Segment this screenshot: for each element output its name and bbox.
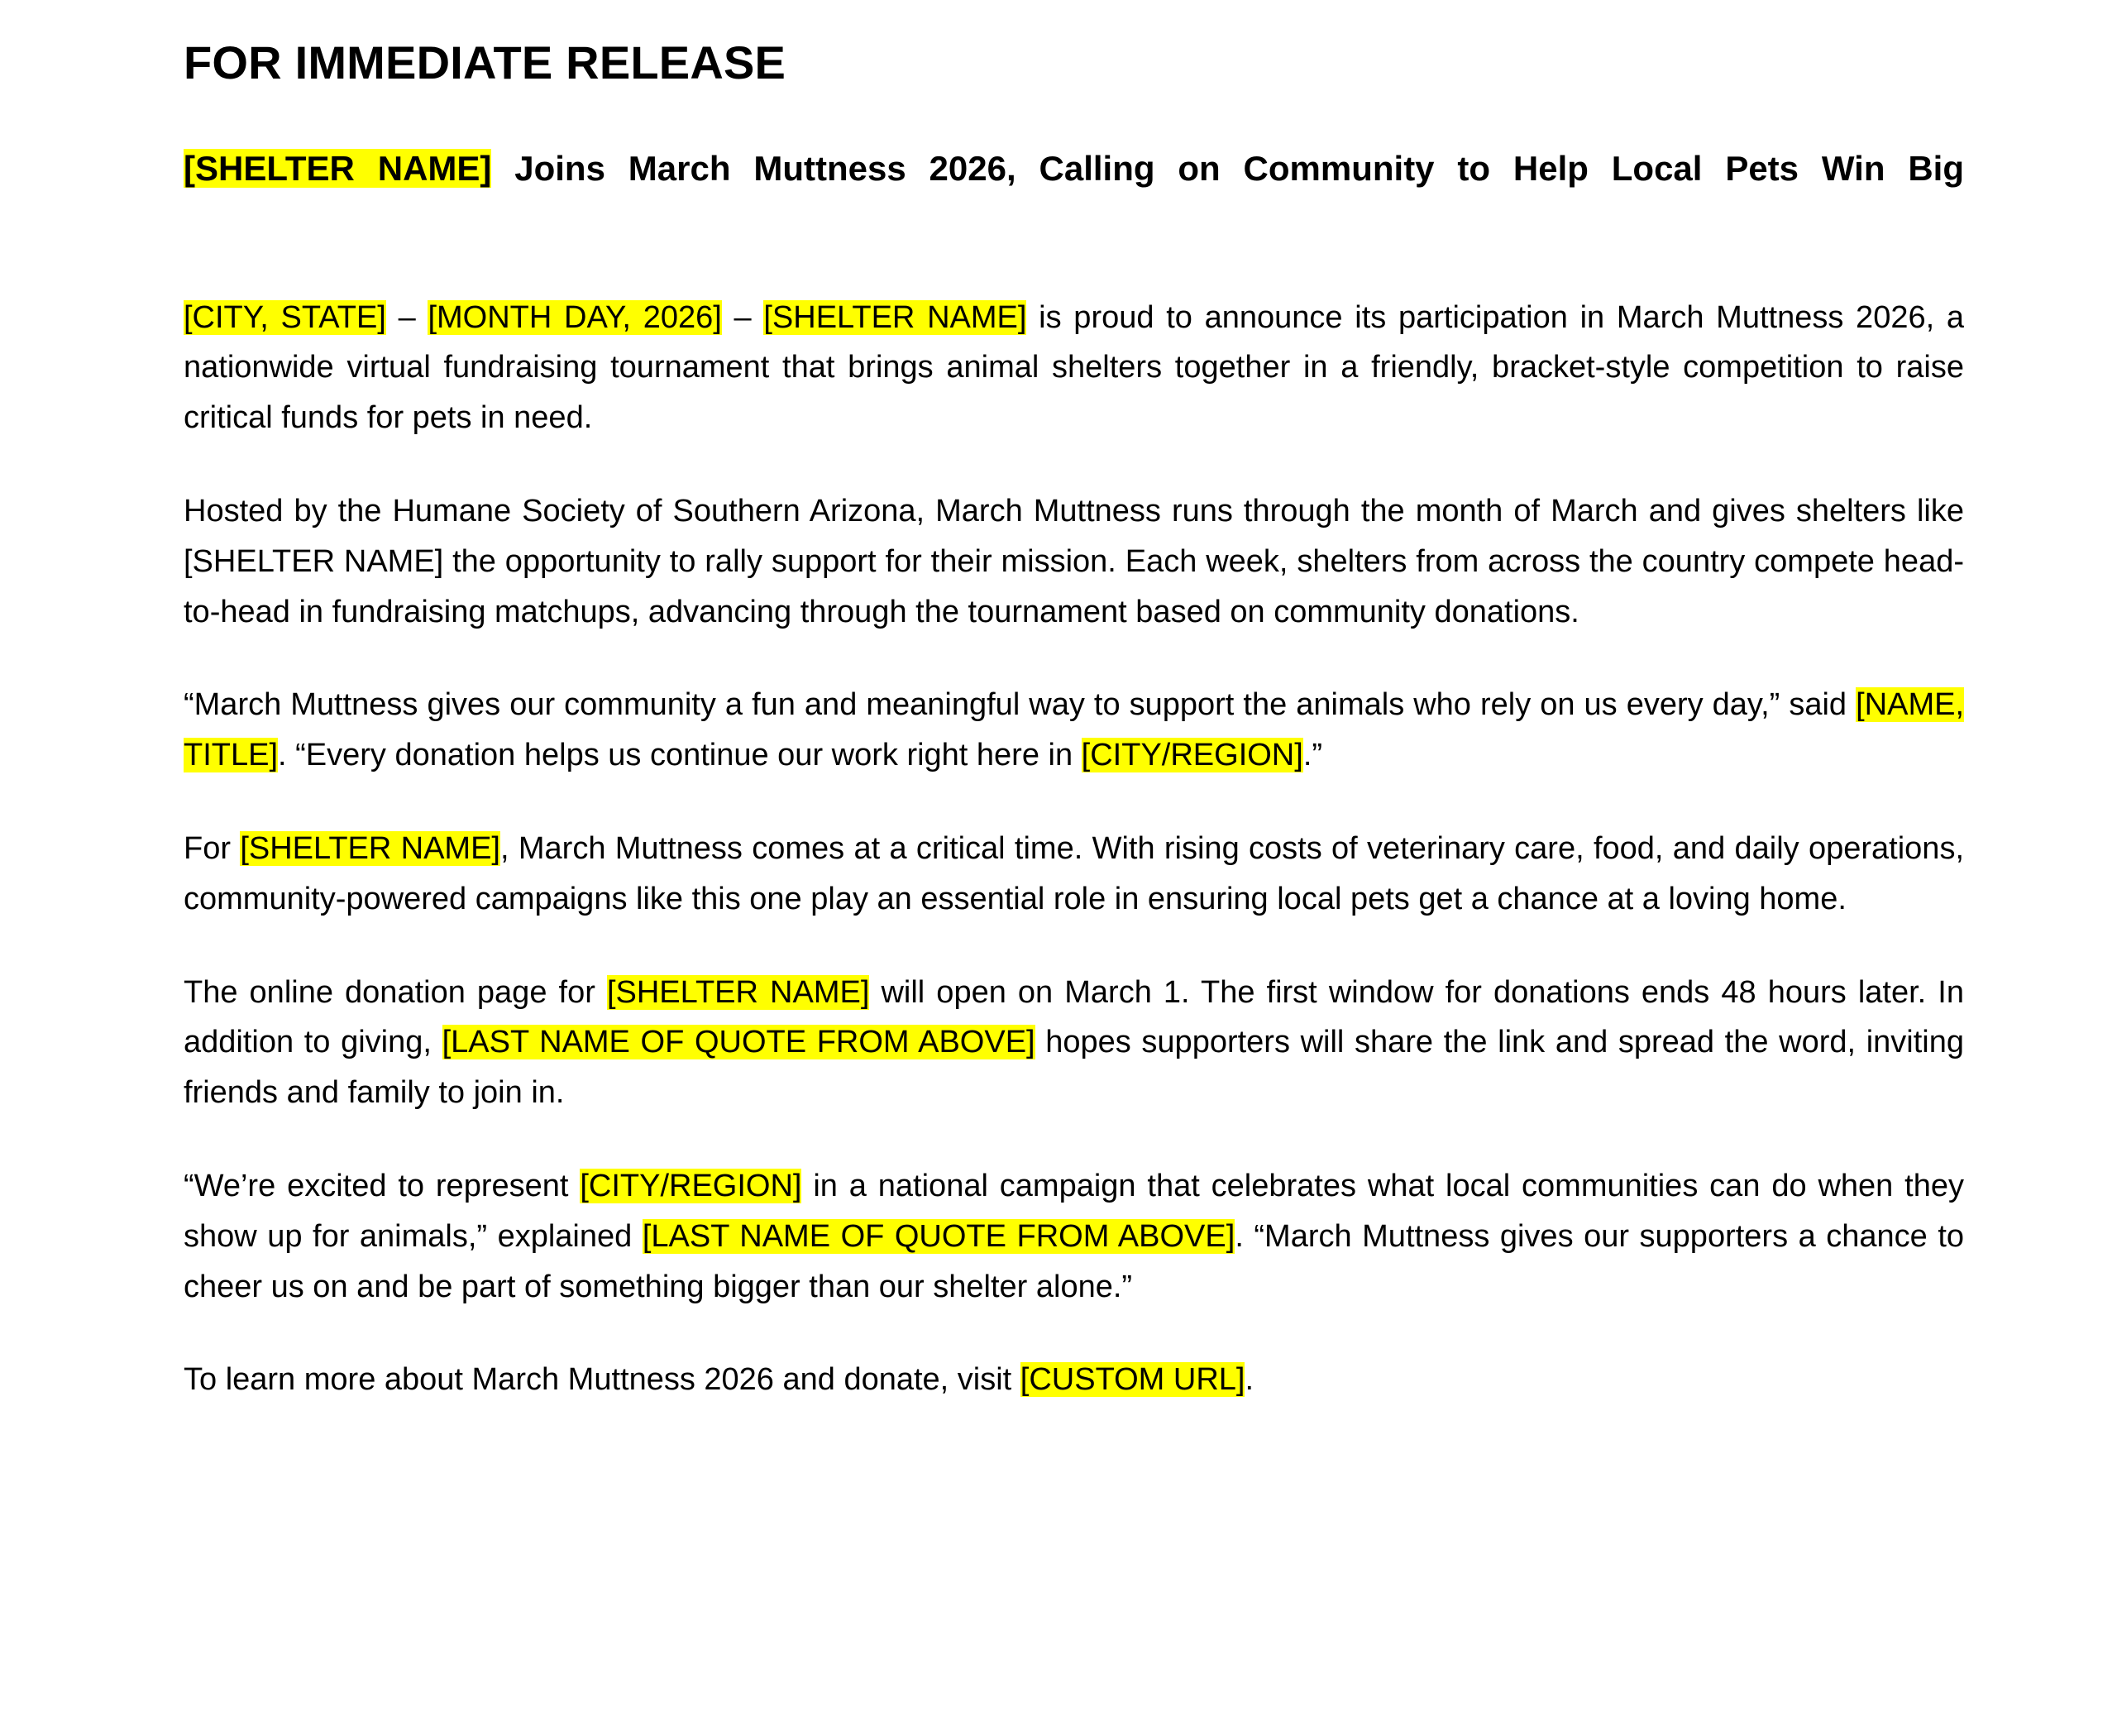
paragraph-text: – bbox=[385, 299, 428, 335]
headline-shelter-placeholder: [SHELTER NAME] bbox=[184, 149, 492, 189]
paragraph-host-info bbox=[184, 486, 1964, 637]
paragraph-quote-one bbox=[184, 680, 1964, 781]
highlighted-placeholder: [SHELTER NAME] bbox=[606, 974, 870, 1010]
paragraph-text: . bbox=[1245, 1362, 1254, 1398]
paragraph-text: “March Muttness gives our community a fun and meaningful way to support the animals who rely on us every day,” said bbox=[184, 687, 1857, 723]
paragraph-text: . “Every donation helps us continue our work right here in bbox=[278, 738, 1082, 773]
paragraph-text: in a national campaign that celebrates what local communities can do when they show up for animals,” explained bbox=[184, 1169, 1965, 1254]
paragraph-critical-time bbox=[184, 824, 1964, 925]
paragraph-quote-two bbox=[184, 1161, 1964, 1312]
headline-rest: Joins March Muttness 2026, Calling on Community to Help Local Pets Win Big bbox=[491, 149, 1964, 189]
highlighted-placeholder: [LAST NAME OF QUOTE FROM ABOVE] bbox=[442, 1025, 1035, 1060]
paragraph-text: .” bbox=[1302, 738, 1323, 773]
paragraph-donation-page bbox=[184, 968, 1964, 1118]
highlighted-placeholder: [SHELTER NAME] bbox=[763, 299, 1027, 335]
paragraph-text: To learn more about March Muttness 2026 and donate, visit bbox=[184, 1362, 1020, 1398]
highlighted-placeholder: [MONTH DAY, 2026] bbox=[428, 299, 722, 335]
paragraph-text: “We’re excited to represent bbox=[184, 1169, 581, 1203]
page-title: FOR IMMEDIATE RELEASE bbox=[184, 36, 786, 88]
highlighted-placeholder: [NAME, TITLE] bbox=[184, 687, 1964, 773]
paragraph-dateline bbox=[184, 293, 1964, 443]
paragraph-text: is proud to announce its participation in March Muttness 2026, a nationwide virtual fundraising tournament that brings animal shelters together in a friendly, bracket-style competition to raise critical funds for pets in need. bbox=[184, 299, 1964, 436]
highlighted-placeholder: [SHELTER NAME] bbox=[240, 831, 500, 867]
headline bbox=[184, 144, 1964, 242]
paragraph-text: . “March Muttness gives our supporters a chance to cheer us on and be part of something bigger than our shelter alone.” bbox=[184, 1218, 1965, 1304]
highlighted-placeholder: [CITY/REGION] bbox=[580, 1169, 802, 1203]
paragraph-text: – bbox=[721, 299, 764, 335]
paragraph-text: The online donation page for bbox=[184, 974, 607, 1010]
paragraph-text: will open on March 1. The first window for donations ends 48 hours later. In addition to giving, bbox=[184, 974, 1964, 1060]
paragraph-text: hopes supporters will share the link and spread the word, inviting friends and family to join in. bbox=[184, 1025, 1964, 1111]
paragraph-text: Hosted by the Humane Society of Southern Arizona, March Muttness runs through the month of March and gives shelters like [SHELTER NAME] the opportunity to rally support for their mission. Each week, shelters from across the country compete head-to-head in fundraising matchups, advancing through the tournament based on community donations. bbox=[184, 494, 1964, 629]
paragraph-text: , March Muttness comes at a critical time. With rising costs of veterinary care, food, and daily operations, community-powered campaigns like this one play an essential role in ensuring local pets get a chance at a loving home. bbox=[184, 831, 1964, 916]
press-release-body bbox=[184, 293, 1964, 1406]
paragraph-learn-more bbox=[184, 1355, 1964, 1405]
paragraph-text: For bbox=[184, 831, 241, 867]
highlighted-placeholder: [CITY/REGION] bbox=[1081, 738, 1303, 773]
highlighted-placeholder: [CUSTOM URL] bbox=[1020, 1362, 1245, 1398]
highlighted-placeholder: [LAST NAME OF QUOTE FROM ABOVE] bbox=[642, 1218, 1235, 1254]
highlighted-placeholder: [CITY, STATE] bbox=[184, 299, 386, 335]
